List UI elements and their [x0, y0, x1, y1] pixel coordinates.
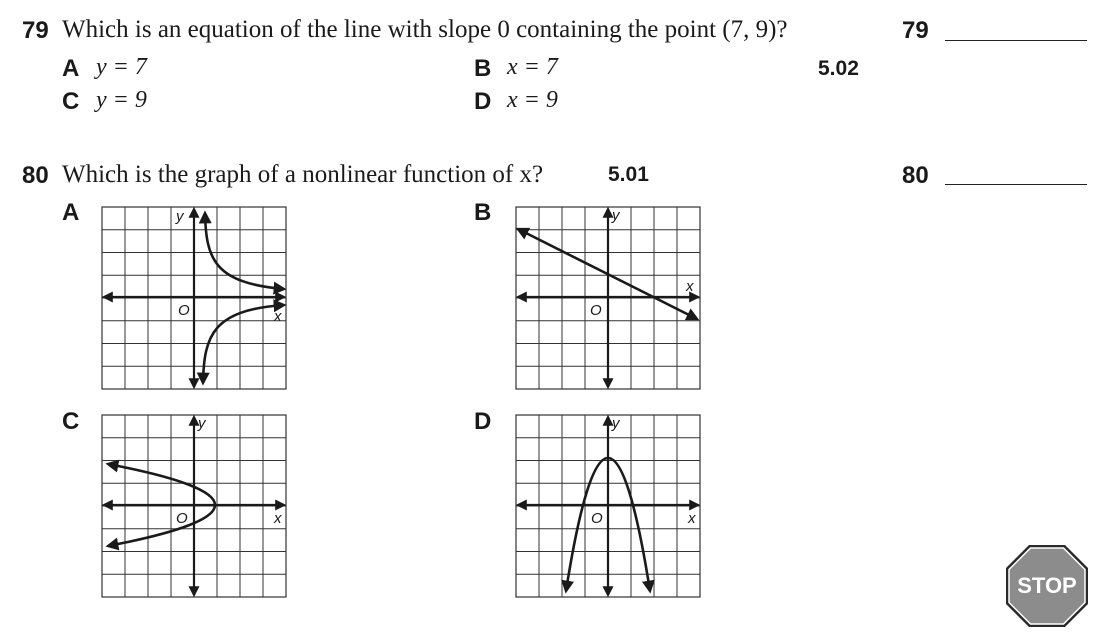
- x-axis-label: x: [274, 308, 282, 325]
- standard-80: 5.01: [608, 163, 649, 186]
- graph-letter-a: A: [62, 199, 80, 226]
- answer-blank-80[interactable]: [945, 184, 1087, 185]
- option-letter-b: B: [474, 55, 492, 82]
- x-axis-label: x: [688, 510, 696, 527]
- y-axis-label: y: [612, 207, 620, 224]
- graph-letter-b: B: [474, 199, 492, 226]
- option-letter-d: D: [474, 88, 492, 115]
- y-axis-label: y: [612, 415, 620, 432]
- question-80-text: Which is the graph of a nonlinear function of x?: [62, 161, 544, 188]
- graph-c: [100, 413, 288, 599]
- x-axis-label: x: [686, 278, 694, 295]
- question-number-80: 80: [22, 162, 49, 189]
- stop-sign-icon: [1004, 543, 1090, 629]
- option-text-a: y = 7: [96, 54, 147, 80]
- y-axis-label: y: [176, 208, 184, 225]
- question-number-79: 79: [22, 17, 49, 44]
- origin-label: O: [176, 510, 188, 527]
- graph-a: [100, 205, 288, 391]
- option-letter-c: C: [62, 88, 80, 115]
- question-79-text: Which is an equation of the line with slope 0 containing the point (7, 9)?: [62, 16, 788, 43]
- x-axis-label: x: [274, 510, 282, 527]
- option-text-c: y = 9: [96, 87, 147, 113]
- origin-label: O: [591, 510, 603, 527]
- answer-blank-79[interactable]: [945, 40, 1087, 41]
- y-axis-label: y: [198, 415, 206, 432]
- origin-label: O: [590, 302, 602, 319]
- answer-number-79: 79: [902, 17, 929, 44]
- graph-letter-c: C: [62, 408, 80, 435]
- option-text-d: x = 9: [507, 87, 558, 113]
- graph-letter-d: D: [474, 408, 492, 435]
- standard-79: 5.02: [818, 57, 859, 80]
- answer-number-80: 80: [902, 162, 929, 189]
- graph-d: [514, 413, 702, 599]
- stop-label: STOP: [1017, 573, 1077, 598]
- graph-b: [514, 205, 702, 391]
- origin-label: O: [178, 302, 190, 319]
- option-letter-a: A: [62, 55, 80, 82]
- option-text-b: x = 7: [507, 54, 558, 80]
